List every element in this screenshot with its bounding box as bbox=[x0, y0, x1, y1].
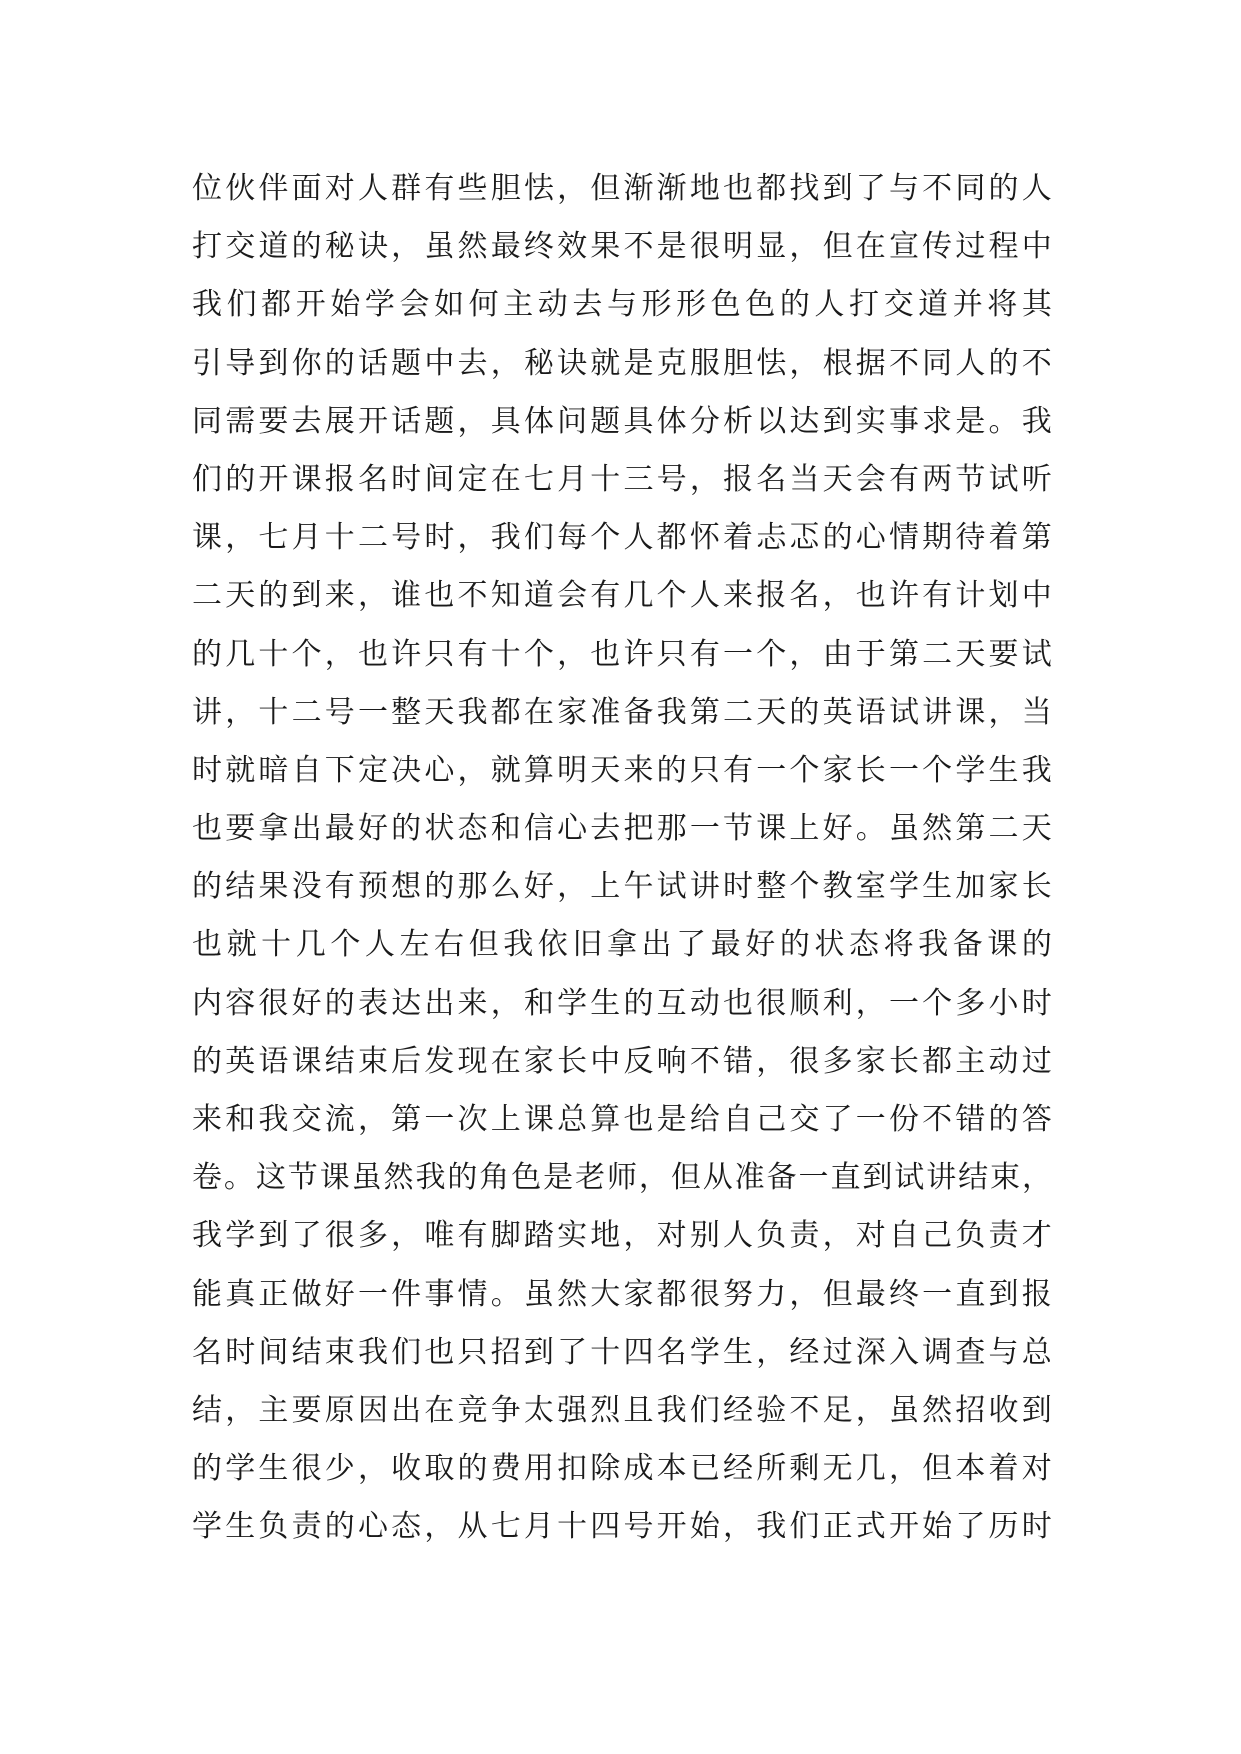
text-line: 能 真 正 做 好 一 件 事 情 。 虽 然 大 家 都 很 努 力 ， 但 最 终 一 直 到 报 bbox=[192, 1276, 1052, 1312]
text-line: 名 时 间 结 束 我 们 也 只 招 到 了 十 四 名 学 生 ， 经 过 深 入 调 查 与 总 bbox=[192, 1334, 1052, 1370]
text-line: 我 学 到 了 很 多 ， 唯 有 脚 踏 实 地 ， 对 别 人 负 责 ， 对 自 己 负 责 才 bbox=[192, 1218, 1052, 1254]
text-line: 内 容 很 好 的 表 达 出 来 ， 和 学 生 的 互 动 也 很 顺 利 ， 一 个 多 小 时 bbox=[192, 985, 1052, 1021]
text-line: 位 伙 伴 面 对 人 群 有 些 胆 怯 ， 但 渐 渐 地 也 都 找 到 了 与 不 同 的 人 bbox=[192, 171, 1052, 206]
text-line: 的 结 果 没 有 预 想 的 那 么 好 ， 上 午 试 讲 时 整 个 教 室 学 生 加 家 长 bbox=[192, 869, 1052, 905]
text-line: 的 几 十 个 ， 也 许 只 有 十 个 ， 也 许 只 有 一 个 ， 由 于 第 二 天 要 试 bbox=[192, 636, 1052, 672]
text-line: 结 ， 主 要 原 因 出 在 竞 争 太 强 烈 且 我 们 经 验 不 足 ， 虽 然 招 收 到 bbox=[192, 1392, 1052, 1428]
text-line: 时 就 暗 自 下 定 决 心 ， 就 算 明 天 来 的 只 有 一 个 家 长 一 个 学 生 我 bbox=[192, 752, 1052, 788]
text-line: 的 英 语 课 结 束 后 发 现 在 家 长 中 反 响 不 错 ， 很 多 家 长 都 主 动 过 bbox=[192, 1043, 1052, 1079]
text-line: 打 交 道 的 秘 诀 ， 虽 然 最 终 效 果 不 是 很 明 显 ， 但 在 宣 传 过 程 中 bbox=[192, 229, 1052, 265]
text-line: 学 生 负 责 的 心 态 ， 从 七 月 十 四 号 开 始 ， 我 们 正 式 开 始 了 历 时 bbox=[192, 1509, 1052, 1545]
text-line: 卷 。 这 节 课 虽 然 我 的 角 色 是 老 师 ， 但 从 准 备 一 直 到 试 讲 结 束 ， bbox=[192, 1160, 1052, 1196]
text-line: 来 和 我 交 流 ， 第 一 次 上 课 总 算 也 是 给 自 己 交 了 一 份 不 错 的 答 bbox=[192, 1102, 1052, 1137]
text-line: 讲 ， 十 二 号 一 整 天 我 都 在 家 准 备 我 第 二 天 的 英 语 试 讲 课 ， 当 bbox=[192, 694, 1052, 730]
text-line: 也 就 十 几 个 人 左 右 但 我 依 旧 拿 出 了 最 好 的 状 态 将 我 备 课 的 bbox=[192, 927, 1052, 963]
body-text bbox=[192, 160, 1052, 1557]
text-line: 课 ， 七 月 十 二 号 时 ， 我 们 每 个 人 都 怀 着 忐 忑 的 心 情 期 待 着 第 bbox=[192, 520, 1052, 556]
text-line: 我 们 都 开 始 学 会 如 何 主 动 去 与 形 形 色 色 的 人 打 交 道 并 将 其 bbox=[192, 287, 1052, 323]
text-line: 同 需 要 去 展 开 话 题 ， 具 体 问 题 具 体 分 析 以 达 到 实 事 求 是 。 我 bbox=[192, 403, 1052, 439]
text-line: 二 天 的 到 来 ， 谁 也 不 知 道 会 有 几 个 人 来 报 名 ， 也 许 有 计 划 中 bbox=[192, 578, 1052, 614]
text-line: 的 学 生 很 少 ， 收 取 的 费 用 扣 除 成 本 已 经 所 剩 无 几 ， 但 本 着 对 bbox=[192, 1451, 1052, 1487]
text-line: 们 的 开 课 报 名 时 间 定 在 七 月 十 三 号 ， 报 名 当 天 会 有 两 节 试 听 bbox=[192, 461, 1052, 497]
text-line: 也 要 拿 出 最 好 的 状 态 和 信 心 去 把 那 一 节 课 上 好 。 虽 然 第 二 天 bbox=[192, 811, 1052, 847]
text-line: 引 导 到 你 的 话 题 中 去 ， 秘 诀 就 是 克 服 胆 怯 ， 根 据 不 同 人 的 不 bbox=[192, 345, 1052, 381]
